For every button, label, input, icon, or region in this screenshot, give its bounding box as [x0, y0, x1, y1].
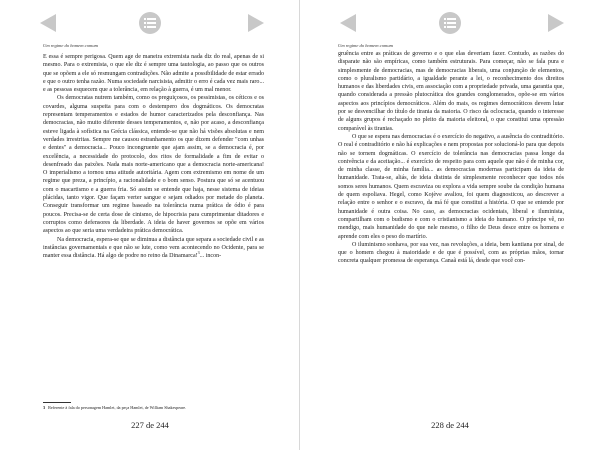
- footnote-number: 3: [43, 405, 46, 410]
- footnote-marker[interactable]: 3: [197, 250, 200, 256]
- paragraph: O iluminismo sonhava, por sua vez, nas revoluções, a ideia, bem kantiana por sinal, de que o homem chegou à maioridade e de que é possível, com as próprias mãos, tornar concreta qualquer promessa de esperança. Canaã está lá, desde que você con-: [338, 241, 564, 265]
- footnote: [43, 405, 264, 411]
- page-number: 228 de 244: [431, 420, 469, 430]
- paragraph: [43, 236, 264, 261]
- chevron-right-icon[interactable]: [548, 14, 564, 32]
- list-icon[interactable]: [439, 12, 461, 34]
- paragraph-text: Na democracia, espera-se que se diminua a distância que separa a sociedade civil e as instâncias governamentais e que não se lute, como vem acontecendo no Ocidente, para se manter essa distância. Há algo de podre no reino da Dinamarca!: [43, 236, 265, 260]
- chevron-right-icon[interactable]: [248, 14, 264, 32]
- running-head: Um regime do homem comum: [43, 43, 98, 48]
- chevron-left-icon[interactable]: [340, 14, 356, 32]
- reader-toolbar: [0, 12, 300, 34]
- footnote-text: Referente à fala do personagem Hamlet, da peça Hamlet, de William Shakespeare.: [48, 405, 187, 410]
- reader-toolbar: [300, 12, 600, 34]
- paragraph: E essa é sempre perigosa. Quem age de maneira extremista nada diz do real, apenas de si mesmo. Para o extremista, o que ele diz é sempre uma tautologia, ao passo que os outros que se opõem a ele só resmungam contradições. Não admite a possibilidade de estar errado e que o outro tenha razão. Numa sociedade narcisista, admitir o erro é cada vez mais raro... e as pessoas esquecem que a tolerância, em relação à guerra, é um mal menor.: [43, 54, 264, 94]
- running-head: Um regime do homem comum: [338, 43, 393, 48]
- page-body: [43, 53, 264, 260]
- list-icon[interactable]: [139, 12, 161, 34]
- paragraph-text: ... incon-: [199, 253, 222, 260]
- page-number: 227 de 244: [131, 420, 169, 430]
- paragraph: gruência entre as práticas de governo e o que elas deveriam fazer. Contudo, as razões do disparate não são empíricas, como também estruturais. Para começar, não se fala pura e simplesmente de democracias, mas de democracias liberais, uma conjunção de elementos, como o pluralismo partidário, a igualdade perante a lei, o reconhecimento dos direitos humanos e das liberdades civis, em associação com a propriedade privada, uma garantia que, quando considerada a pressão plutocrática dos grandes conglomerados, opõe-se em vários aspectos aos princípios democráticos. Além do mais, os regimes democráticos devem lutar por se desvencilhar do título de tirania da maioria. O risco da oclocracia, quando o interesse de alguns grupos é rechaçado no pleito da maioria eleitoral, o que constitui uma opressão comparável às tiranias.: [338, 51, 564, 132]
- paragraph: Os democratas nutrem também, como os preguiçosos, os pessimistas, os céticos e os covardes, alguma suspeita para com o destempero dos dogmáticos. Os democratas representam temperamentos e estados de humor caracterizados pela desconfiança. Nas democracias, não muito diferente desses temperamentos, e, não por acaso, a desconfiança esteve ligada à sofística na Grécia clássica, entende-se que não há visões absolutas e nem verdades irrestritas. Sempre me causou estranhamento os que dizem defender "com unhas e dentes" a democracia... Pouco incongruente que ajam assim, se a democracia é, por excelência, a necessidade do protocolo, dos ritos de formalidade a fim de evitar o desenfreado das paixões. Nada mais norte-americano que a democracia norte-americana! O imperialismo a tornou uma atitude autoritária. Agem com extremismo em nome de um regime que preza, a princípio, a racionalidade e o bom senso. Postura que só se acentuou com o macartismo e a guerra fria. Só assim se entende que haja, nesse sistema de ideias plácidas, tanto vigor. Que façam verter sangue e sejam odiados por metade do planeta. Conseguir transformar um regime baseado na tolerância numa prática de ódio é para poucos. Precisa-se de certa dose de cinismo, de hipocrisia para cumprimentar ditadores e corruptos como defensores da liberdade. A ideia de haver governos se opõe em vários aspectos ao que seria uma verdadeira prática democrática.: [43, 95, 264, 235]
- right-page: [300, 0, 600, 450]
- footnote-divider: [43, 402, 71, 403]
- paragraph: O que se espera nas democracias é o exercício do negativo, a ausência do contraditório. O real é contraditório e não há explicações e nem propostas por solucioná-lo para que depois não se tornem dogmáticas. O exercício de tolerância nas democracias passa longe da conivência e da aceitação... é exercício de respeito para com aquele que não é de minha cor, de minha classe, de minha família... as democracias modernas participam da ideia de humanidade. Trata-se, aliás, de ideia distinta de simplesmente reconhecer que todos nós somos seres humanos. Quem escraviza ou explora a vida sempre soube da condição humana de quem espoliava. Hegel, como Kojève avaliou, foi quem diagnosticou, ao descrever a relação entre o senhor e o escravo, da má fé que constitui a história. O que se entende por humanidade é outra coisa. No caso, as democracias ocidentais, liberal e iluminista, compartilham com o budismo e com o cristianismo a ideia do humano. O príncipe vê, no mendigo, mais humanidade do que nele mesmo, o filho de Deus desce entre os homens e aprende com eles o peso do martírio.: [338, 133, 564, 240]
- chevron-left-icon[interactable]: [40, 14, 56, 32]
- page-body: [338, 50, 564, 266]
